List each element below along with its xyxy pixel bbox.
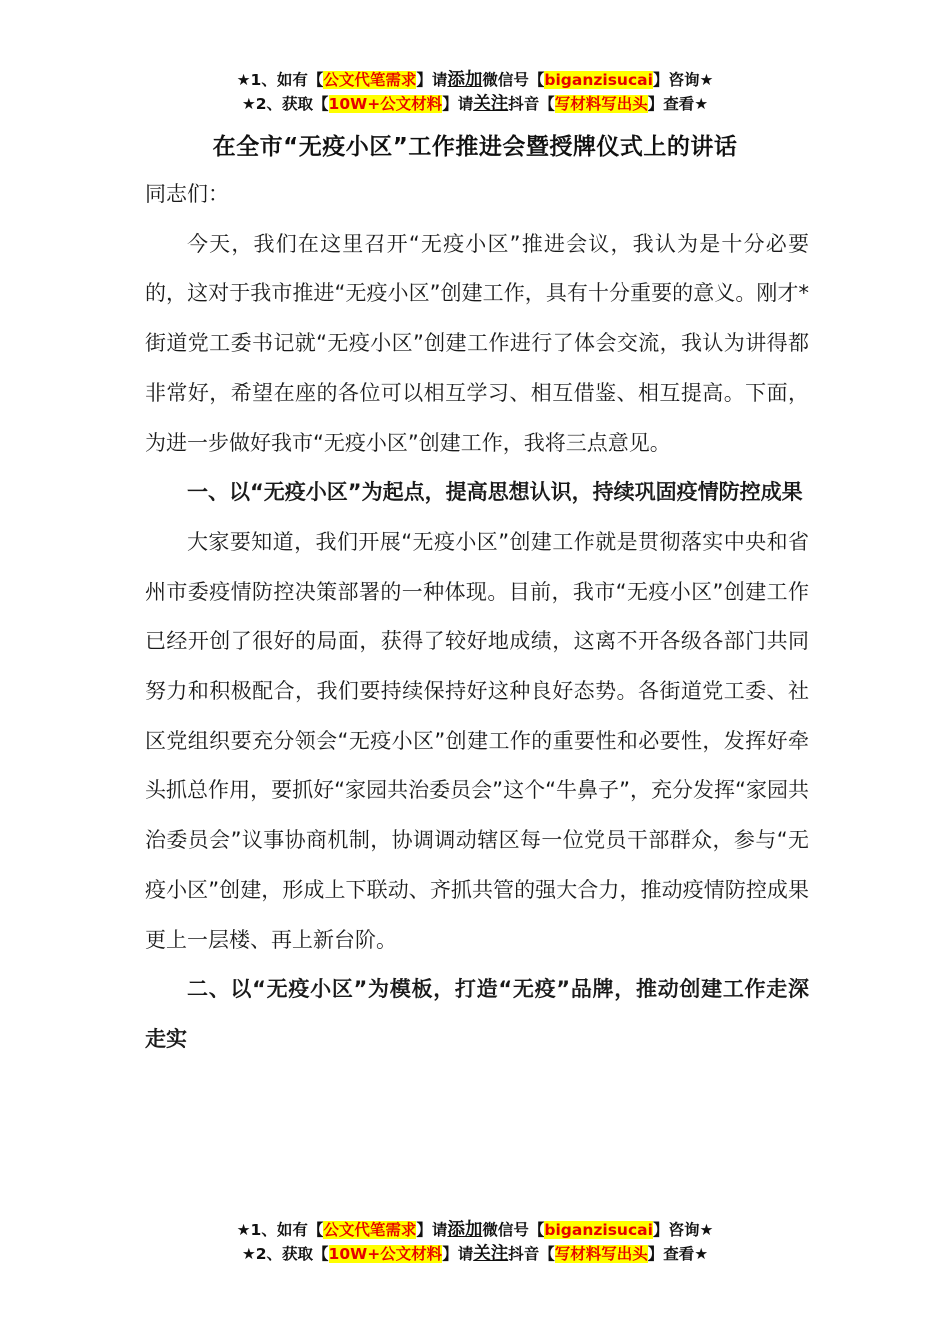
promo-text: 抖音【 [508,95,555,113]
promo-highlight: 10W+公文材料 [328,1245,443,1263]
promo-line-1-bottom [0,1219,950,1241]
promo-highlight: 公文代笔需求 [323,1221,417,1239]
promo-highlight: 10W+公文材料 [328,95,443,113]
promo-douyin-id: 写材料写出头 [554,1245,648,1263]
promo-underlined: 关注 [473,1244,509,1264]
promo-highlight: 公文代笔需求 [323,71,417,89]
promo-text: 微信号【 [482,71,545,89]
promo-douyin-id: 写材料写出头 [554,95,648,113]
promo-text: ★1、如有【 [236,71,324,89]
paragraph-1: 今天，我们在这里召开“无疫小区”推进会议，我认为是十分必要的，这对于我市推进“无疫小区”创建工作，具有十分重要的意义。刚才*街道党工委书记就“无疫小区”创建工作进行了体会交流，我认为讲得都非常好，希望在座的各位可以相互学习、相互借鉴、相互提高。下面，为进一步做好我市“无疫小区”创建工作，我将三点意见。 [145,231,809,455]
promo-underlined: 添加 [447,1220,483,1240]
promo-wechat-id: biganzisucai [544,1221,653,1239]
promo-text: 】请 [416,71,448,89]
promo-text: ★1、如有【 [236,1221,324,1239]
salutation: 同志们： [145,182,229,206]
promo-text: 】查看★ [647,95,709,113]
promo-text: 】咨询★ [652,71,714,89]
section-heading-2: 二、以“无疫小区”为模板，打造“无疫”品牌，推动创建工作走深走实 [145,977,809,1051]
document-body [145,170,809,1065]
promo-underlined: 添加 [447,70,483,90]
promo-text: 】请 [416,1221,448,1239]
section-heading-1: 一、以“无疫小区”为起点，提高思想认识，持续巩固疫情防控成果 [187,480,803,505]
promo-text: 】查看★ [647,1245,709,1263]
promo-text: 抖音【 [508,1245,555,1263]
promo-wechat-id: biganzisucai [544,71,653,89]
promo-text: ★2、获取【 [241,1245,329,1263]
promo-text: 微信号【 [482,1221,545,1239]
promo-text: 】请 [442,1245,474,1263]
promo-text: 】咨询★ [652,1221,714,1239]
promo-line-2-top [0,93,950,115]
promo-text: 】请 [442,95,474,113]
document-title: 在全市“无疫小区”工作推进会暨授牌仪式上的讲话 [212,134,738,160]
promo-line-2-bottom [0,1243,950,1265]
promo-text: ★2、获取【 [241,95,329,113]
paragraph-2: 大家要知道，我们开展“无疫小区”创建工作就是贯彻落实中央和省州市委疫情防控决策部署的一种体现。目前，我市“无疫小区”创建工作已经开创了很好的局面，获得了较好地成绩，这离不开各级各部门共同努力和积极配合，我们要持续保持好这种良好态势。各街道党工委、社区党组织要充分领会“无疫小区”创建工作的重要性和必要性，发挥好牵头抓总作用，要抓好“家园共治委员会”这个“牛鼻子”，充分发挥“家园共治委员会”议事协商机制，协调调动辖区每一位党员干部群众，参与“无疫小区”创建，形成上下联动、齐抓共管的强大合力，推动疫情防控成果更上一层楼、再上新台阶。 [145,529,809,952]
promo-underlined: 关注 [473,94,509,114]
promo-line-1-top [0,69,950,91]
